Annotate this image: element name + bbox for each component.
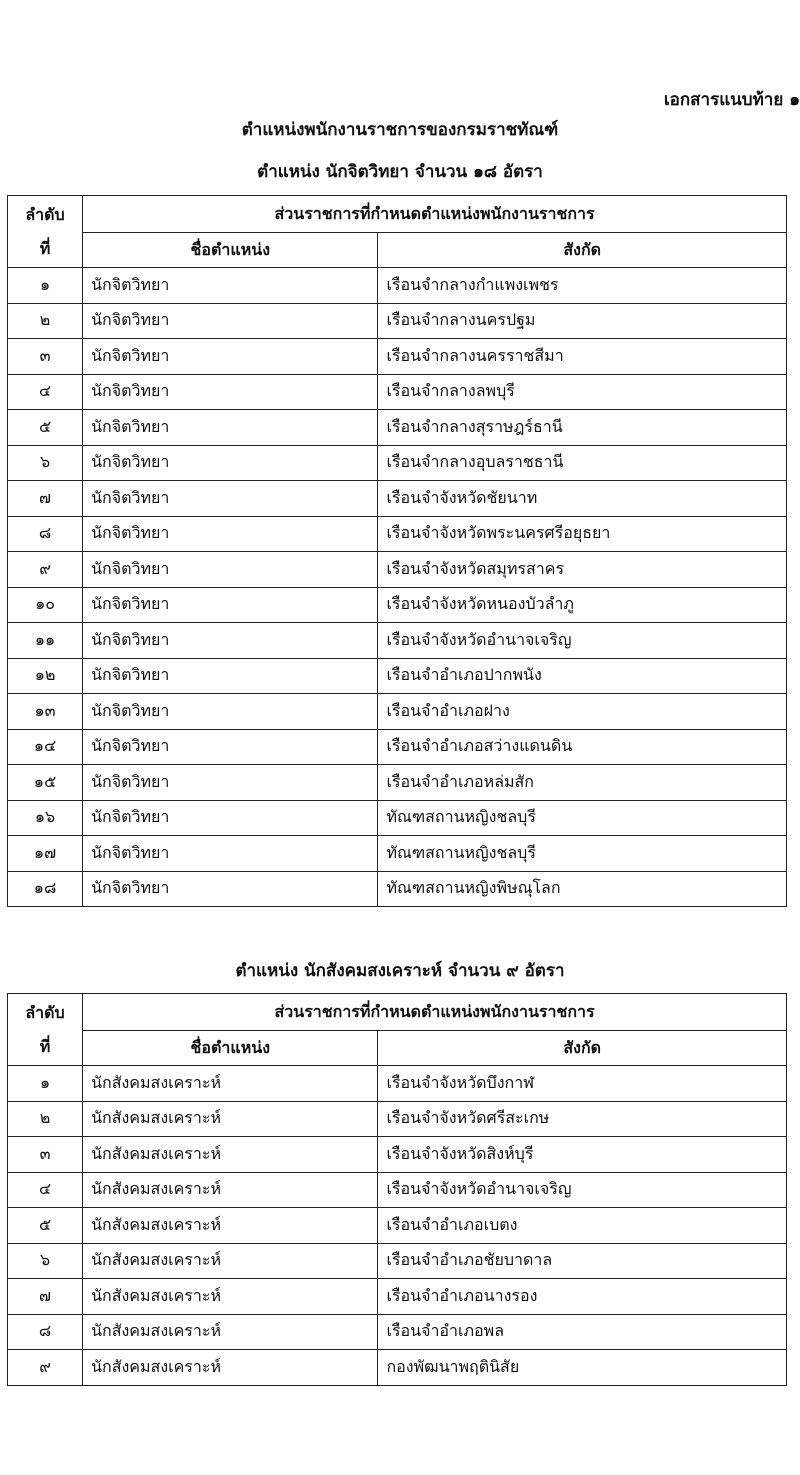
annex-label: เอกสารแนบท้าย ๑	[663, 90, 800, 110]
row-number: ๘	[8, 516, 83, 552]
row-number: ๖	[8, 445, 83, 481]
affiliation: เรือนจำกลางสุราษฎร์ธานี	[378, 410, 787, 446]
position-table-social-worker	[7, 993, 787, 1386]
affiliation: เรือนจำอำเภอเบตง	[378, 1208, 787, 1244]
position-name: นักจิตวิทยา	[83, 410, 378, 446]
table-row	[8, 1137, 787, 1173]
row-number: ๑๓	[8, 694, 83, 730]
affiliation: เรือนจำจังหวัดสิงห์บุรี	[378, 1137, 787, 1173]
row-number: ๙	[8, 1350, 83, 1386]
row-number: ๑๘	[8, 871, 83, 907]
row-number: ๔	[8, 1172, 83, 1208]
table-row	[8, 339, 787, 375]
affiliation: ทัณฑสถานหญิงพิษณุโลก	[378, 871, 787, 907]
section-title-psychologist: ตำแหน่ง นักจิตวิทยา จำนวน ๑๘ อัตรา	[257, 162, 543, 182]
row-number: ๑	[8, 1066, 83, 1102]
table-row	[8, 1172, 787, 1208]
row-number: ๑๖	[8, 800, 83, 836]
affiliation: เรือนจำกลางนครปฐม	[378, 303, 787, 339]
position-name: นักจิตวิทยา	[83, 658, 378, 694]
row-number: ๕	[8, 1208, 83, 1244]
column-group-header: ส่วนราชการที่กำหนดตำแหน่งพนักงานราชการ	[83, 994, 787, 1031]
table-row	[8, 552, 787, 588]
affiliation: เรือนจำกลางลพบุรี	[378, 374, 787, 410]
row-number: ๑๒	[8, 658, 83, 694]
position-name: นักจิตวิทยา	[83, 481, 378, 517]
order-header-line2: ที่	[39, 238, 51, 258]
position-name: นักจิตวิทยา	[83, 552, 378, 588]
table-row	[8, 374, 787, 410]
table-row	[8, 694, 787, 730]
position-name: นักสังคมสงเคราะห์	[83, 1314, 378, 1350]
affiliation: ทัณฑสถานหญิงชลบุรี	[378, 836, 787, 872]
row-number: ๑๔	[8, 729, 83, 765]
column-header-position: ชื่อตำแหน่ง	[83, 233, 378, 268]
column-header-order	[8, 196, 83, 268]
affiliation: เรือนจำอำเภอนางรอง	[378, 1279, 787, 1315]
table-row	[8, 587, 787, 623]
position-name: นักจิตวิทยา	[83, 303, 378, 339]
position-name: นักจิตวิทยา	[83, 765, 378, 801]
table-row	[8, 658, 787, 694]
affiliation: เรือนจำอำเภอชัยบาดาล	[378, 1243, 787, 1279]
affiliation: เรือนจำจังหวัดพระนครศรีอยุธยา	[378, 516, 787, 552]
affiliation: เรือนจำกลางนครราชสีมา	[378, 339, 787, 375]
affiliation: เรือนจำอำเภอปากพนัง	[378, 658, 787, 694]
affiliation: เรือนจำกลางอุบลราชธานี	[378, 445, 787, 481]
affiliation: เรือนจำอำเภอหล่มสัก	[378, 765, 787, 801]
position-name: นักจิตวิทยา	[83, 268, 378, 304]
position-name: นักจิตวิทยา	[83, 800, 378, 836]
position-name: นักจิตวิทยา	[83, 836, 378, 872]
position-table-psychologist	[7, 195, 787, 907]
table-row	[8, 516, 787, 552]
position-name: นักจิตวิทยา	[83, 445, 378, 481]
table-row	[8, 800, 787, 836]
row-number: ๕	[8, 410, 83, 446]
affiliation: เรือนจำจังหวัดชัยนาท	[378, 481, 787, 517]
row-number: ๓	[8, 1137, 83, 1173]
table-row	[8, 871, 787, 907]
position-name: นักจิตวิทยา	[83, 516, 378, 552]
affiliation: เรือนจำกลางกำแพงเพชร	[378, 268, 787, 304]
position-name: นักสังคมสงเคราะห์	[83, 1243, 378, 1279]
affiliation: กองพัฒนาพฤตินิสัย	[378, 1350, 787, 1386]
affiliation: เรือนจำจังหวัดอำนาจเจริญ	[378, 1172, 787, 1208]
affiliation: เรือนจำจังหวัดสมุทรสาคร	[378, 552, 787, 588]
table-row	[8, 445, 787, 481]
row-number: ๑	[8, 268, 83, 304]
table-body	[8, 268, 787, 907]
table-row	[8, 1208, 787, 1244]
position-name: นักสังคมสงเคราะห์	[83, 1066, 378, 1102]
table-row	[8, 729, 787, 765]
row-number: ๖	[8, 1243, 83, 1279]
affiliation: เรือนจำจังหวัดบึงกาฬ	[378, 1066, 787, 1102]
table-row	[8, 1101, 787, 1137]
affiliation: เรือนจำอำเภอสว่างแดนดิน	[378, 729, 787, 765]
table-row	[8, 623, 787, 659]
position-name: นักจิตวิทยา	[83, 623, 378, 659]
row-number: ๑๕	[8, 765, 83, 801]
order-header-line1: ลำดับ	[25, 204, 65, 224]
affiliation: เรือนจำจังหวัดศรีสะเกษ	[378, 1101, 787, 1137]
row-number: ๘	[8, 1314, 83, 1350]
row-number: ๒	[8, 1101, 83, 1137]
table-row	[8, 1279, 787, 1315]
order-header-line2: ที่	[39, 1036, 51, 1056]
column-header-unit: สังกัด	[378, 233, 787, 268]
table-row	[8, 1350, 787, 1386]
affiliation: เรือนจำอำเภอฝาง	[378, 694, 787, 730]
row-number: ๑๐	[8, 587, 83, 623]
position-name: นักสังคมสงเคราะห์	[83, 1101, 378, 1137]
table-row	[8, 836, 787, 872]
column-header-position: ชื่อตำแหน่ง	[83, 1031, 378, 1066]
column-header-unit: สังกัด	[378, 1031, 787, 1066]
table-row	[8, 765, 787, 801]
affiliation: เรือนจำอำเภอพล	[378, 1314, 787, 1350]
position-name: นักสังคมสงเคราะห์	[83, 1172, 378, 1208]
row-number: ๑๑	[8, 623, 83, 659]
document-title: ตำแหน่งพนักงานราชการของกรมราชทัณฑ์	[241, 120, 559, 140]
position-name: นักจิตวิทยา	[83, 729, 378, 765]
row-number: ๔	[8, 374, 83, 410]
position-name: นักจิตวิทยา	[83, 374, 378, 410]
table-row	[8, 1314, 787, 1350]
table-row	[8, 1243, 787, 1279]
table-row	[8, 410, 787, 446]
position-name: นักจิตวิทยา	[83, 339, 378, 375]
position-name: นักจิตวิทยา	[83, 871, 378, 907]
row-number: ๓	[8, 339, 83, 375]
position-name: นักสังคมสงเคราะห์	[83, 1208, 378, 1244]
position-name: นักสังคมสงเคราะห์	[83, 1279, 378, 1315]
affiliation: เรือนจำจังหวัดอำนาจเจริญ	[378, 623, 787, 659]
position-name: นักจิตวิทยา	[83, 587, 378, 623]
column-group-header: ส่วนราชการที่กำหนดตำแหน่งพนักงานราชการ	[83, 196, 787, 233]
position-name: นักสังคมสงเคราะห์	[83, 1350, 378, 1386]
row-number: ๑๗	[8, 836, 83, 872]
table-row	[8, 268, 787, 304]
column-header-order	[8, 994, 83, 1066]
row-number: ๗	[8, 481, 83, 517]
row-number: ๗	[8, 1279, 83, 1315]
position-name: นักจิตวิทยา	[83, 694, 378, 730]
affiliation: ทัณฑสถานหญิงชลบุรี	[378, 800, 787, 836]
affiliation: เรือนจำจังหวัดหนองบัวลำภู	[378, 587, 787, 623]
order-header-line1: ลำดับ	[25, 1002, 65, 1022]
row-number: ๒	[8, 303, 83, 339]
table-row	[8, 481, 787, 517]
table-row	[8, 303, 787, 339]
row-number: ๙	[8, 552, 83, 588]
position-name: นักสังคมสงเคราะห์	[83, 1137, 378, 1173]
table-body	[8, 1066, 787, 1386]
section-title-social-worker: ตำแหน่ง นักสังคมสงเคราะห์ จำนวน ๙ อัตรา	[235, 961, 565, 981]
table-row	[8, 1066, 787, 1102]
